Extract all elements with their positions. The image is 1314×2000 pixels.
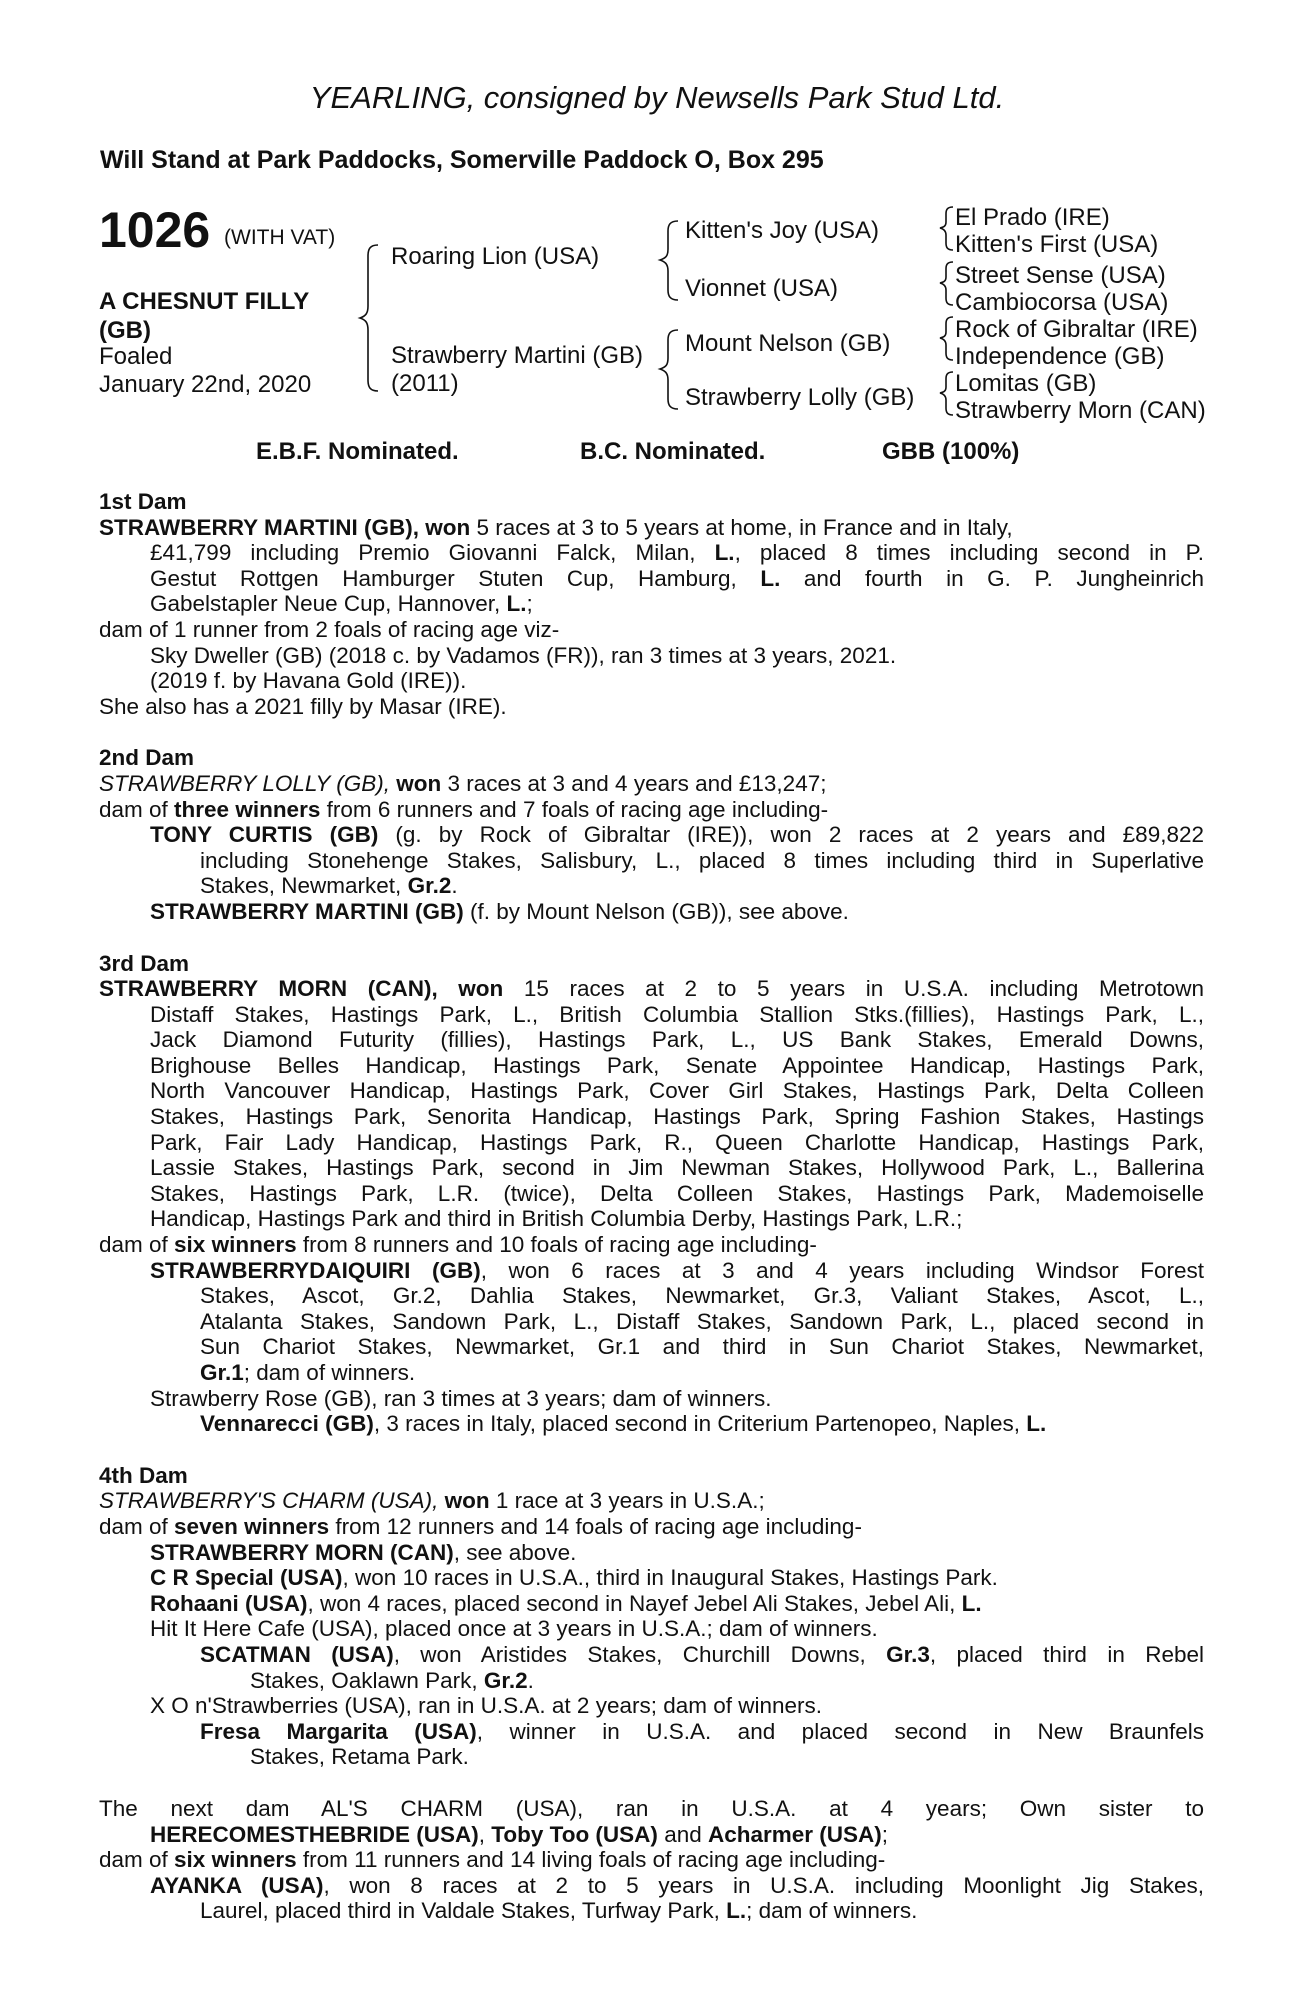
lot-description-country: (GB) (99, 317, 151, 344)
first-dam-section: 1st Dam STRAWBERRY MARTINI (GB), won 5 races at 3 to 5 years at home, in France and in Italy, £41,799 including Premio Giovanni Falck, Milan, L., placed 8 times including second in P. Gestut Rottgen Hamburger Stuten Cup, Hamburg, L. and fourth in G. P. Jungheinrich Gabelstapler Neue Cup, Hannover, L.; dam of 1 runner from 2 foals of racing age viz- Sky Dweller (GB) (2018 c. by Vadamos (FR)), ran 3 times at 3 years, 2021. (2019 f. by Havana Gold (IRE)). She also has a 2021 filly by Masar (IRE). (99, 489, 1204, 719)
brace-sire (660, 221, 678, 300)
pedigree-dam-sire: Mount Nelson (GB) (685, 330, 891, 357)
brace-g3-4 (940, 372, 953, 415)
fourth-dam-section: 4th Dam STRAWBERRY'S CHARM (USA), won 1 race at 3 years in U.S.A.; dam of seven winners from 12 runners and 14 foals of racing age including- STRAWBERRY MORN (CAN), see above. C R Special (USA), won 10 races in U.S.A., third in Inaugural Stakes, Hastings Park. Rohaani (USA), won 4 races, placed second in Nayef Jebel Ali Stakes, Jebel Ali, L. Hit It Here Cafe (USA), placed once at 3 years in U.S.A.; dam of winners. SCATMAN (USA), won Aristides Stakes, Churchill Downs, Gr.3, placed third in Rebel Stakes, Oaklawn Park, Gr.2. X O n'Strawberries (USA), ran in U.S.A. at 2 years; dam of winners. Fresa Margarita (USA), winner in U.S.A. and placed second in New Braunfels Stakes, Retama Park. (99, 1462, 1204, 1770)
lot-number: 1026 (99, 202, 211, 258)
stand-location: Will Stand at Park Paddocks, Somerville Paddock O, Box 295 (100, 146, 824, 174)
pedigree-g3-3: Street Sense (USA) (955, 262, 1166, 289)
brace-dam (660, 330, 678, 409)
pedigree-g3-2: Kitten's First (USA) (955, 231, 1159, 258)
third-dam-heading: 3rd Dam (99, 950, 190, 976)
consignment-line: YEARLING, consigned by Newsells Park Stud Ltd. (309, 80, 1005, 115)
pedigree-sire-dam: Vionnet (USA) (685, 275, 838, 302)
pedigree-sire: Roaring Lion (USA) (391, 243, 600, 270)
fourth-dam-heading: 4th Dam (99, 1462, 188, 1488)
brace-sire-dam (360, 245, 378, 391)
pedigree-sire-sire: Kitten's Joy (USA) (685, 217, 879, 244)
ebf-nomination: E.B.F. Nominated. (256, 438, 459, 465)
fourth-dam-name: STRAWBERRY'S CHARM (USA), (99, 1488, 445, 1514)
pedigree-dam-dam: Strawberry Lolly (GB) (685, 384, 915, 411)
foaled-label: Foaled (99, 343, 173, 370)
brace-g3-2 (940, 262, 953, 305)
second-dam-section: 2nd Dam STRAWBERRY LOLLY (GB), won 3 races at 3 and 4 years and £13,247; dam of three winners from 6 runners and 7 foals of racing age including- TONY CURTIS (GB) (g. by Rock of Gibraltar (IRE)), won 2 races at 2 years and £89,822 including Stonehenge Stakes, Salisbury, L., placed 8 times including third in Superlative Stakes, Newmarket, Gr.2. STRAWBERRY MARTINI (GB) (f. by Mount Nelson (GB)), see above. (99, 745, 1204, 924)
next-dam-intro: The next dam AL'S CHARM (USA), ran in U.S.A. at 4 years; Own sister to (99, 1795, 1204, 1821)
pedigree-g3-4: Cambiocorsa (USA) (955, 289, 1169, 316)
pedigree-g3-1: El Prado (IRE) (955, 204, 1110, 231)
lot-vat-label: (WITH VAT) (224, 226, 336, 249)
third-dam-name: STRAWBERRY MORN (CAN), won (99, 976, 504, 1002)
pedigree-dam-year: (2011) (391, 370, 459, 397)
third-dam-section: 3rd Dam STRAWBERRY MORN (CAN), won 15 races at 2 to 5 years in U.S.A. including Metrotown Distaff Stakes, Hastings Park, L., British Columbia Stallion Stks.(fillies), Hastings Park, L., Jack Diamond Futurity (fillies), Hastings Park, L., US Bank Stakes, Emerald Downs, Brighouse Belles Handicap, Hastings Park, Senate Appointee Handicap, Hastings Park, North Vancouver Handicap, Hastings Park, Cover Girl Stakes, Hastings Park, Delta Colleen Stakes, Hastings Park, Senorita Handicap, Hastings Park, Spring Fashion Stakes, Hastings Park, Fair Lady Handicap, Hastings Park, R., Queen Charlotte Handicap, Hastings Park, Lassie Stakes, Hastings Park, second in Jim Newman Stakes, Hollywood Park, L., Ballerina Stakes, Hastings Park, L.R. (twice), Delta Colleen Stakes, Hastings Park, Mademoiselle Handicap, Hastings Park and third in British Columbia Derby, Hastings Park, L.R.; dam of six winners from 8 runners and 10 foals of racing age including- STRAWBERRYDAIQUIRI (GB), won 6 races at 3 and 4 years including Windsor Forest Stakes, Ascot, Gr.2, Dahlia Stakes, Newmarket, Gr.3, Valiant Stakes, Ascot, L., Atalanta Stakes, Sandown Park, L., Distaff Stakes, Sandown Park, L., placed second in Sun Chariot Stakes, Newmarket, Gr.1 and third in Sun Chariot Stakes, Newmarket, Gr.1; dam of winners. Strawberry Rose (GB), ran 3 times at 3 years; dam of winners. Vennarecci (GB), 3 races in Italy, placed second in Criterium Partenopeo, Naples, L. (99, 950, 1204, 1437)
second-dam-heading: 2nd Dam (99, 745, 195, 771)
pedigree-g3-8: Strawberry Morn (CAN) (955, 397, 1206, 424)
produce-record (99, 489, 1204, 1924)
pedigree-g3-5: Rock of Gibraltar (IRE) (955, 316, 1198, 343)
brace-g3-1 (940, 207, 953, 250)
bc-nomination: B.C. Nominated. (580, 438, 766, 465)
first-dam-name: STRAWBERRY MARTINI (GB), won (99, 514, 471, 540)
brace-g3-3 (940, 317, 953, 360)
lot-description: A CHESNUT FILLY (99, 288, 310, 315)
second-dam-name: STRAWBERRY LOLLY (GB), (99, 770, 397, 796)
gbb-status: GBB (100%) (882, 438, 1020, 465)
pedigree-g3-6: Independence (GB) (955, 343, 1165, 370)
first-dam-heading: 1st Dam (99, 489, 187, 514)
pedigree-g3-7: Lomitas (GB) (955, 370, 1097, 397)
pedigree-dam: Strawberry Martini (GB) (391, 342, 644, 369)
next-dam-section: The next dam AL'S CHARM (USA), ran in U.S.A. at 4 years; Own sister to HERECOMESTHEBRIDE (USA), Toby Too (USA) and Acharmer (USA); dam of six winners from 11 runners and 14 living foals of racing age including- AYANKA (USA), won 8 races at 2 to 5 years in U.S.A. including Moonlight Jig Stakes, Laurel, placed third in Valdale Stakes, Turfway Park, L.; dam of winners. (99, 1795, 1204, 1924)
foaled-date: January 22nd, 2020 (99, 371, 312, 398)
